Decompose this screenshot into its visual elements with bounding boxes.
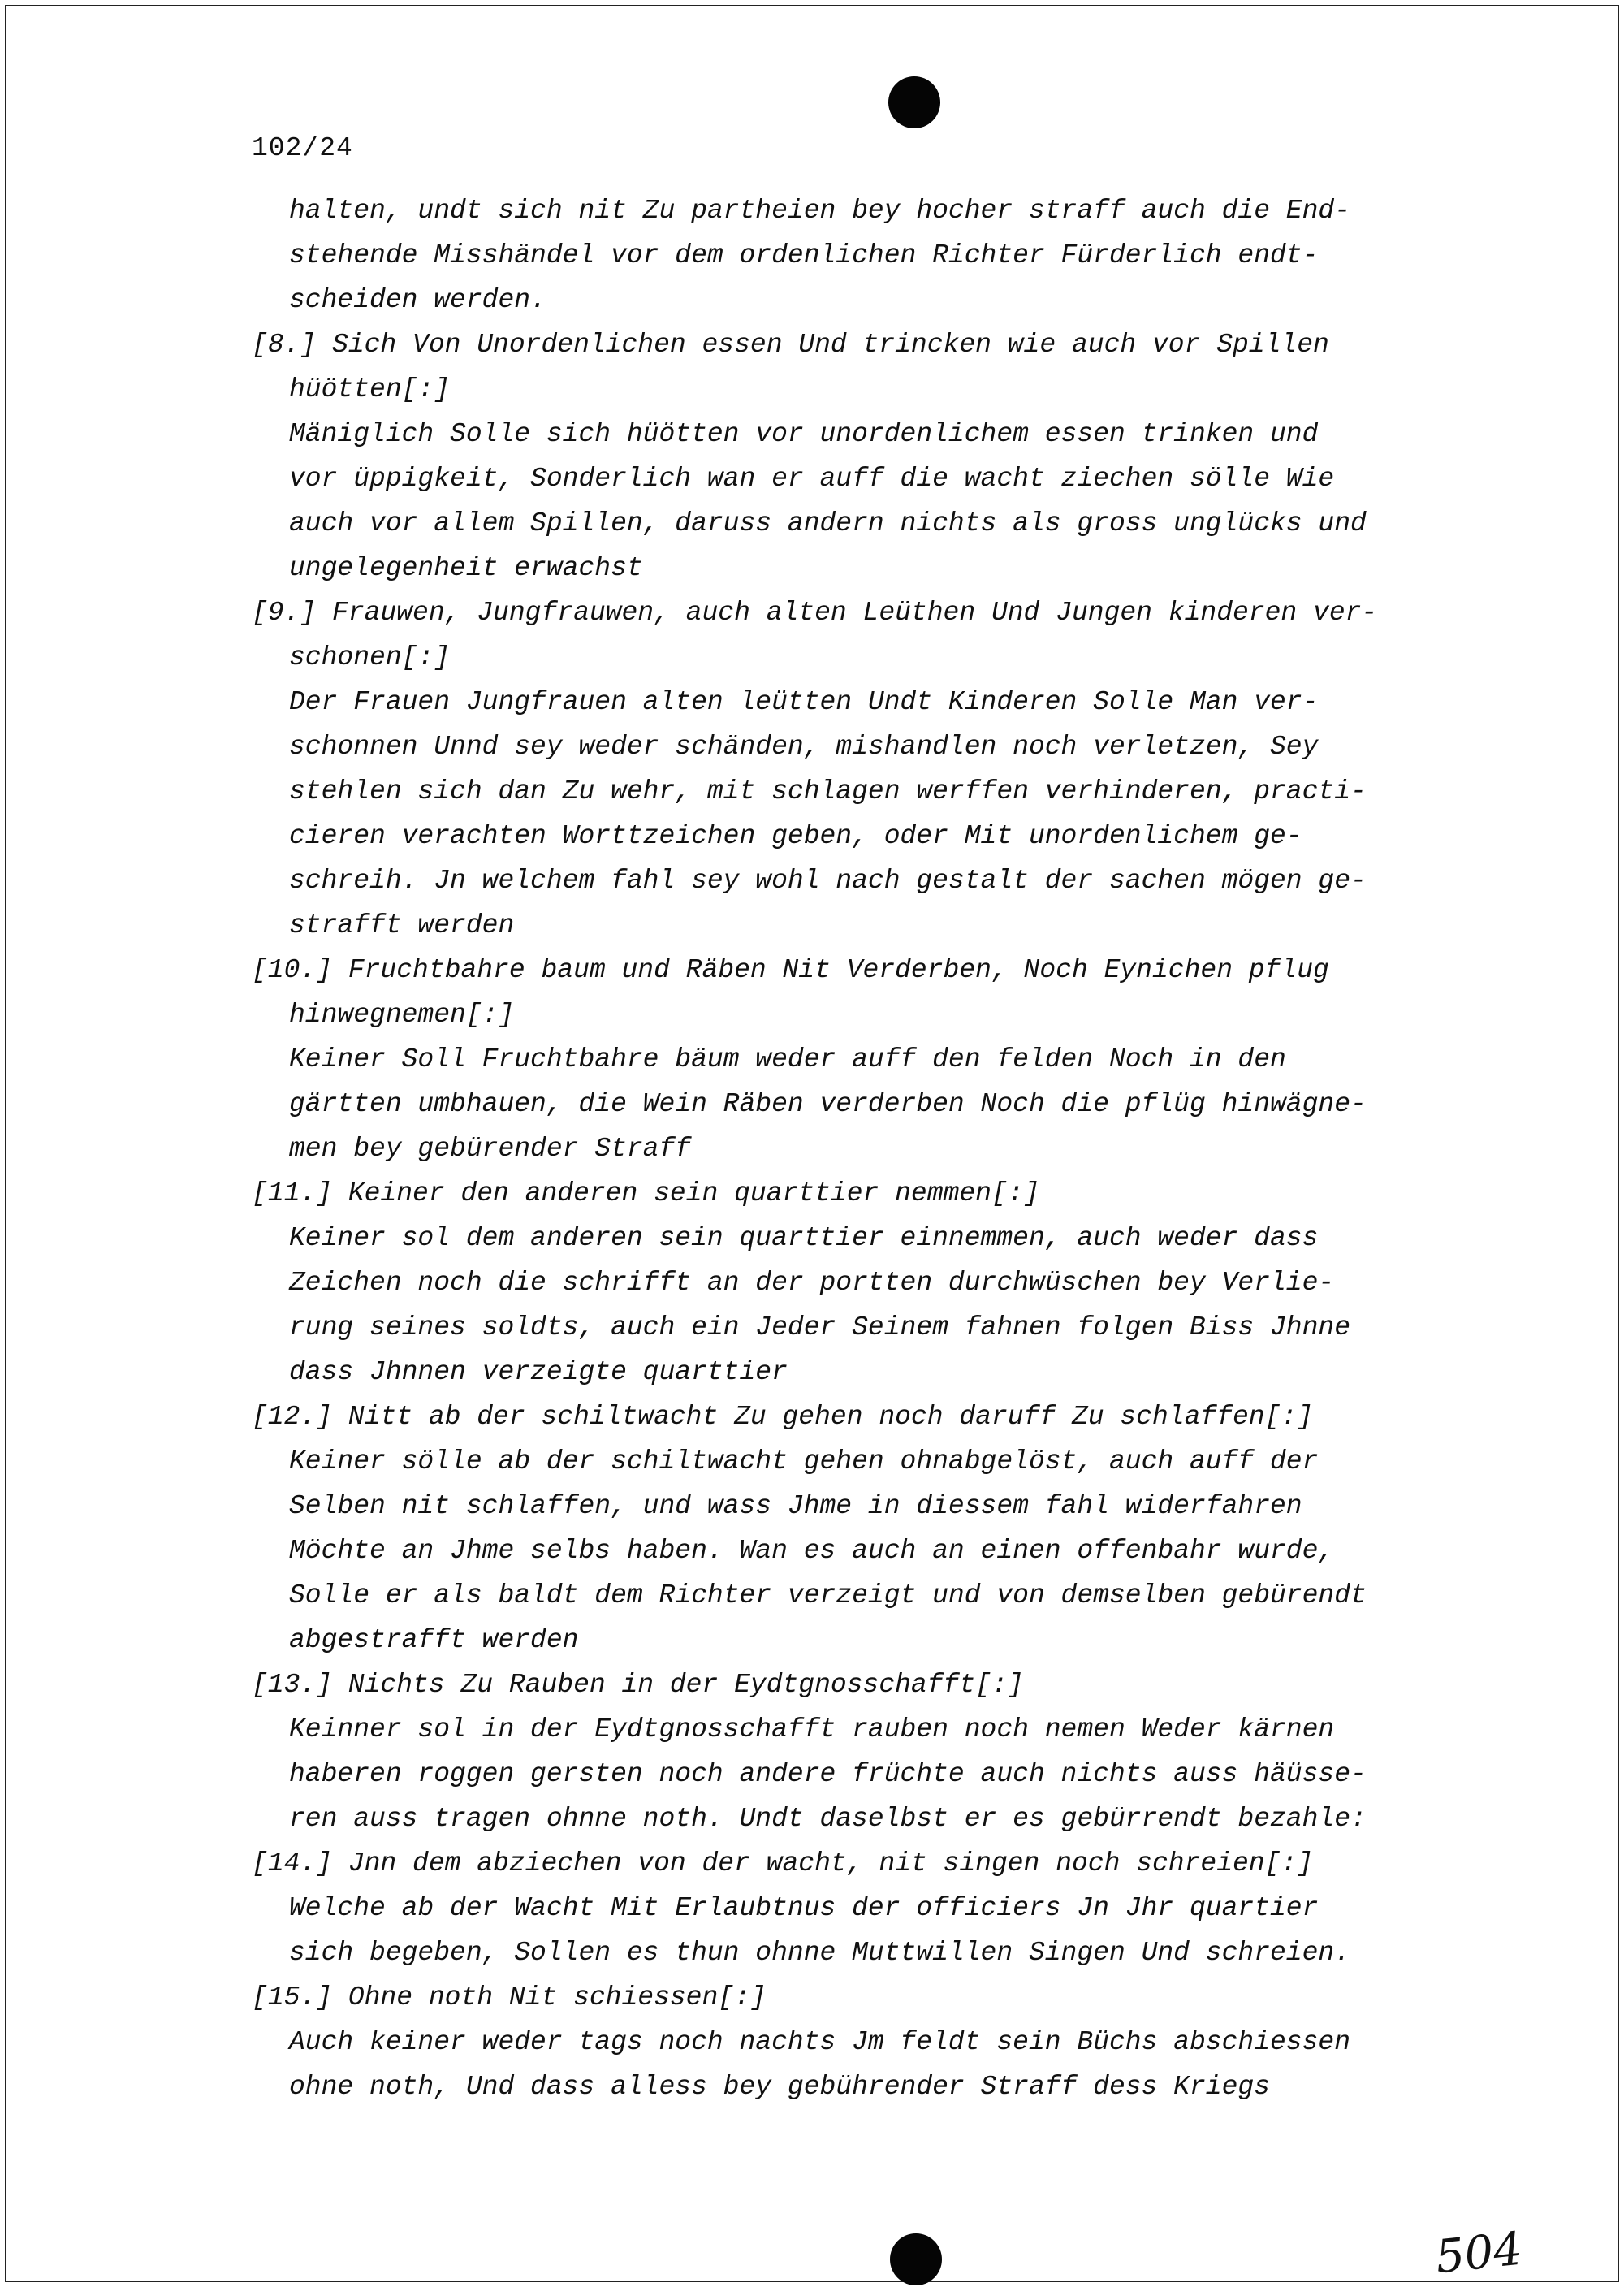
text-line: Selben nit schlaffen, und wass Jhme in diessem fahl widerfahren [289,1491,1302,1521]
punch-hole-bottom [890,2233,942,2285]
text-line: Möchte an Jhme selbs haben. Wan es auch an einen offenbahr wurde, [289,1536,1335,1566]
text-line: Mäniglich Solle sich hüötten vor unordenlichem essen trinken und [289,419,1319,449]
text-line: stehende Misshändel vor dem ordenlichen Richter Fürderlich endt- [289,240,1319,270]
folio-number: 504 [1432,2222,1525,2285]
text-line: rung seines soldts, auch ein Jeder Seinem fahnen folgen Biss Jhnne [289,1312,1351,1342]
section-heading-line: [12.] Nitt ab der schiltwacht Zu gehen noch daruff Zu schlaffen[:] [252,1402,1314,1432]
text-line: ren auss tragen ohnne noth. Undt daselbst er es gebürrendt bezahle: [289,1804,1367,1834]
text-line: Welche ab der Wacht Mit Erlaubtnus der officiers Jn Jhr quartier [289,1893,1319,1923]
document-body [252,188,1518,2109]
section-heading-line: [11.] Keiner den anderen sein quarttier nemmen[:] [252,1178,1040,1208]
text-line: vor üppigkeit, Sonderlich wan er auff die wacht ziechen sölle Wie [289,464,1335,494]
section-heading-line: [10.] Fruchtbahre baum und Räben Nit Verderben, Noch Eynichen pflug [252,955,1329,985]
text-line: men bey gebürender Straff [289,1134,692,1164]
page-reference: 102/24 [252,133,353,163]
text-line: auch vor allem Spillen, daruss andern nichts als gross unglücks und [289,508,1367,538]
text-line: schreih. Jn welchem fahl sey wohl nach gestalt der sachen mögen ge- [289,866,1367,896]
text-line: Keinner sol in der Eydtgnosschafft rauben noch nemen Weder kärnen [289,1714,1335,1744]
text-line: haberen roggen gersten noch andere früchte auch nichts auss häüsse- [289,1759,1367,1789]
text-line: abgestrafft werden [289,1625,579,1655]
text-line: hinwegnemen[:] [289,1000,515,1030]
text-line: dass Jhnnen verzeigte quarttier [289,1357,788,1387]
section-heading-line: [13.] Nichts Zu Rauben in der Eydtgnosschafft[:] [252,1670,1024,1700]
text-line: Der Frauen Jungfrauen alten leütten Undt Kinderen Solle Man ver- [289,687,1319,717]
text-line: Auch keiner weder tags noch nachts Jm feldt sein Büchs abschiessen [289,2027,1351,2057]
text-line: sich begeben, Sollen es thun ohnne Muttwillen Singen Und schreien. [289,1938,1351,1968]
text-line: strafft werden [289,910,515,940]
text-line: scheiden werden. [289,285,546,315]
text-line: halten, undt sich nit Zu partheien bey hocher straff auch die End- [289,196,1351,226]
text-line: Zeichen noch die schrifft an der portten durchwüschen bey Verlie- [289,1268,1335,1298]
text-line: ungelegenheit erwachst [289,553,643,583]
text-line: stehlen sich dan Zu wehr, mit schlagen werffen verhinderen, practi- [289,776,1367,806]
section-heading-line: [14.] Jnn dem abziechen von der wacht, nit singen noch schreien[:] [252,1848,1314,1878]
text-line: Solle er als baldt dem Richter verzeigt und von demselben gebürendt [289,1580,1367,1610]
text-line: schonen[:] [289,642,451,672]
text-line: gärtten umbhauen, die Wein Räben verderben Noch die pflüg hinwägne- [289,1089,1367,1119]
text-line: schonnen Unnd sey weder schänden, mishandlen noch verletzen, Sey [289,732,1319,762]
text-line: cieren verachten Worttzeichen geben, oder Mit unordenlichem ge- [289,821,1302,851]
punch-hole-top [888,76,940,128]
section-heading-line: [15.] Ohne noth Nit schiessen[:] [252,1982,767,2012]
text-line: Keiner sol dem anderen sein quarttier einnemmen, auch weder dass [289,1223,1319,1253]
section-heading-line: [9.] Frauwen, Jungfrauwen, auch alten Leüthen Und Jungen kinderen ver- [252,598,1378,628]
text-line: hüötten[:] [289,374,451,404]
text-line: Keiner sölle ab der schiltwacht gehen ohnabgelöst, auch auff der [289,1446,1319,1476]
text-line: ohne noth, Und dass alless bey gebührender Straff dess Kriegs [289,2072,1270,2102]
text-line: Keiner Soll Fruchtbahre bäum weder auff den felden Noch in den [289,1044,1286,1074]
section-heading-line: [8.] Sich Von Unordenlichen essen Und trincken wie auch vor Spillen [252,330,1329,360]
